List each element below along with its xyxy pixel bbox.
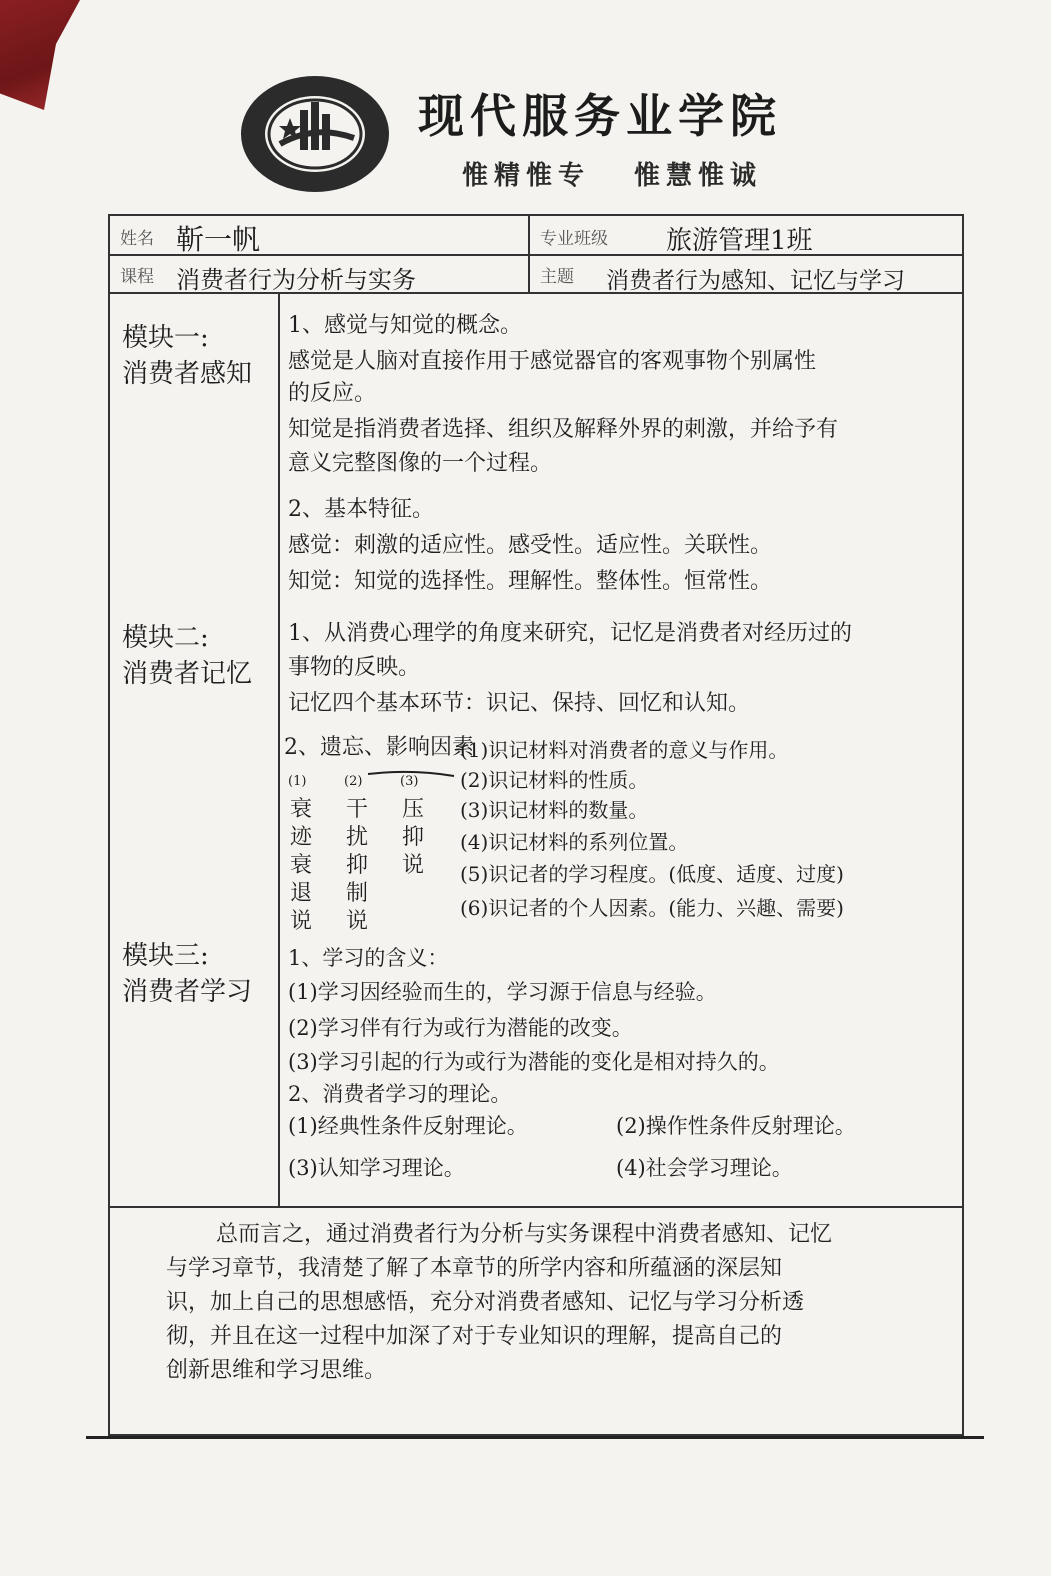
m1-line: 知觉是指消费者选择、组织及解释外界的刺激，并给予有 (288, 417, 839, 442)
motto-part-1: 惟精惟专 (462, 161, 591, 191)
m3-line: (2)学习伴有行为或行为潜能的改变。 (288, 1016, 633, 1040)
school-logo (238, 72, 392, 196)
m2-line: 2、遗忘、影响因素 (284, 735, 474, 760)
topic-label: 主题 (540, 267, 574, 287)
theory-char: 说 (346, 909, 369, 934)
module-title (122, 620, 252, 692)
m2-line: 1、从消费心理学的角度来研究，记忆是消费者对经历过的 (288, 621, 852, 646)
m3-theory: (3)认知学习理论。 (288, 1156, 465, 1180)
class-value: 旅游管理1班 (666, 226, 813, 256)
m1-line: 2、基本特征。 (288, 497, 434, 522)
m2-factor: (6)识记者的个人因素。(能力、兴趣、需要) (460, 896, 844, 920)
divider (110, 1206, 962, 1208)
m1-line: 的反应。 (288, 381, 377, 406)
theory-char: 说 (402, 853, 425, 878)
theory-char: 衰 (290, 853, 313, 878)
m3-theory: (1)经典性条件反射理论。 (288, 1114, 528, 1138)
summary-line: 总而言之，通过消费者行为分析与实务课程中消费者感知、记忆 (216, 1222, 833, 1247)
theory-char: 迹 (290, 825, 313, 850)
course-value: 消费者行为分析与实务 (176, 266, 416, 294)
module-title (122, 938, 252, 1010)
m3-line: (1)学习因经验而生的，学习源于信息与经验。 (288, 980, 717, 1004)
theory-char: 抑 (346, 853, 369, 878)
m3-theory: (2)操作性条件反射理论。 (616, 1114, 856, 1138)
theory-char: 说 (290, 909, 313, 934)
motto-part-2: 惟慧惟诚 (634, 161, 763, 191)
m1-line: 意义完整图像的一个过程。 (288, 451, 553, 476)
student-name: 靳一帆 (176, 223, 261, 256)
module-3-name: 消费者学习 (122, 977, 253, 1007)
m2-factor: (2)识记材料的性质。 (460, 768, 649, 792)
module-2-label: 模块二: (122, 623, 209, 653)
theory-char: 干 (346, 797, 369, 822)
module-3-label: 模块三: (122, 941, 209, 971)
m1-line: 1、感觉与知觉的概念。 (288, 313, 522, 338)
divider (528, 216, 530, 292)
summary-line: 与学习章节，我清楚了解了本章节的所学内容和所蕴涵的深层知 (166, 1256, 783, 1281)
m2-factor: (1)识记材料对消费者的意义与作用。 (460, 738, 789, 762)
footer-rule (86, 1436, 984, 1439)
theory-char: 衰 (290, 797, 313, 822)
m2-factor: (3)识记材料的数量。 (460, 798, 649, 822)
theory-number: (1) (288, 774, 307, 789)
class-label: 专业班级 (540, 229, 608, 249)
theory-char: 扰 (346, 825, 369, 850)
topic-value: 消费者行为感知、记忆与学习 (606, 268, 905, 294)
report-form (108, 214, 964, 1436)
red-fabric-corner (0, 0, 80, 110)
module-2-name: 消费者记忆 (122, 659, 253, 689)
m2-line: 记忆四个基本环节：识记、保持、回忆和认知。 (288, 691, 751, 716)
module-1-label: 模块一: (122, 323, 209, 353)
theory-number: (3) (400, 774, 419, 789)
divider (278, 292, 280, 1206)
m2-line: 事物的反映。 (288, 655, 421, 680)
course-label: 课程 (120, 267, 154, 287)
summary-line: 彻，并且在这一过程中加深了对于专业知识的理解，提高自己的 (166, 1324, 783, 1349)
name-label: 姓名 (120, 229, 154, 249)
m1-line: 感觉：刺激的适应性。感受性。适应性。关联性。 (288, 533, 773, 558)
m3-line: (3)学习引起的行为或行为潜能的变化是相对持久的。 (288, 1050, 780, 1074)
theory-char: 压 (402, 797, 425, 822)
school-motto (462, 155, 762, 192)
m2-factor: (5)识记者的学习程度。(低度、适度、过度) (460, 862, 844, 886)
theory-char: 抑 (402, 825, 425, 850)
theory-char: 制 (346, 881, 369, 906)
theory-char: 退 (290, 881, 313, 906)
m3-theory: (4)社会学习理论。 (616, 1156, 793, 1180)
module-1-name: 消费者感知 (122, 359, 253, 389)
m2-factor: (4)识记材料的系列位置。 (460, 830, 689, 854)
summary-line: 识，加上自己的思想感悟，充分对消费者感知、记忆与学习分析透 (166, 1290, 805, 1315)
theory-number: (2) (344, 774, 363, 789)
summary-line: 创新思维和学习思维。 (166, 1358, 387, 1383)
m3-line: 1、学习的含义： (288, 946, 449, 970)
m1-line: 知觉：知觉的选择性。理解性。整体性。恒常性。 (288, 569, 773, 594)
m1-line: 感觉是人脑对直接作用于感觉器官的客观事物个别属性 (288, 349, 817, 374)
module-title (122, 320, 252, 392)
school-name: 现代服务业学院 (418, 89, 782, 143)
m3-line: 2、消费者学习的理论。 (288, 1082, 512, 1106)
